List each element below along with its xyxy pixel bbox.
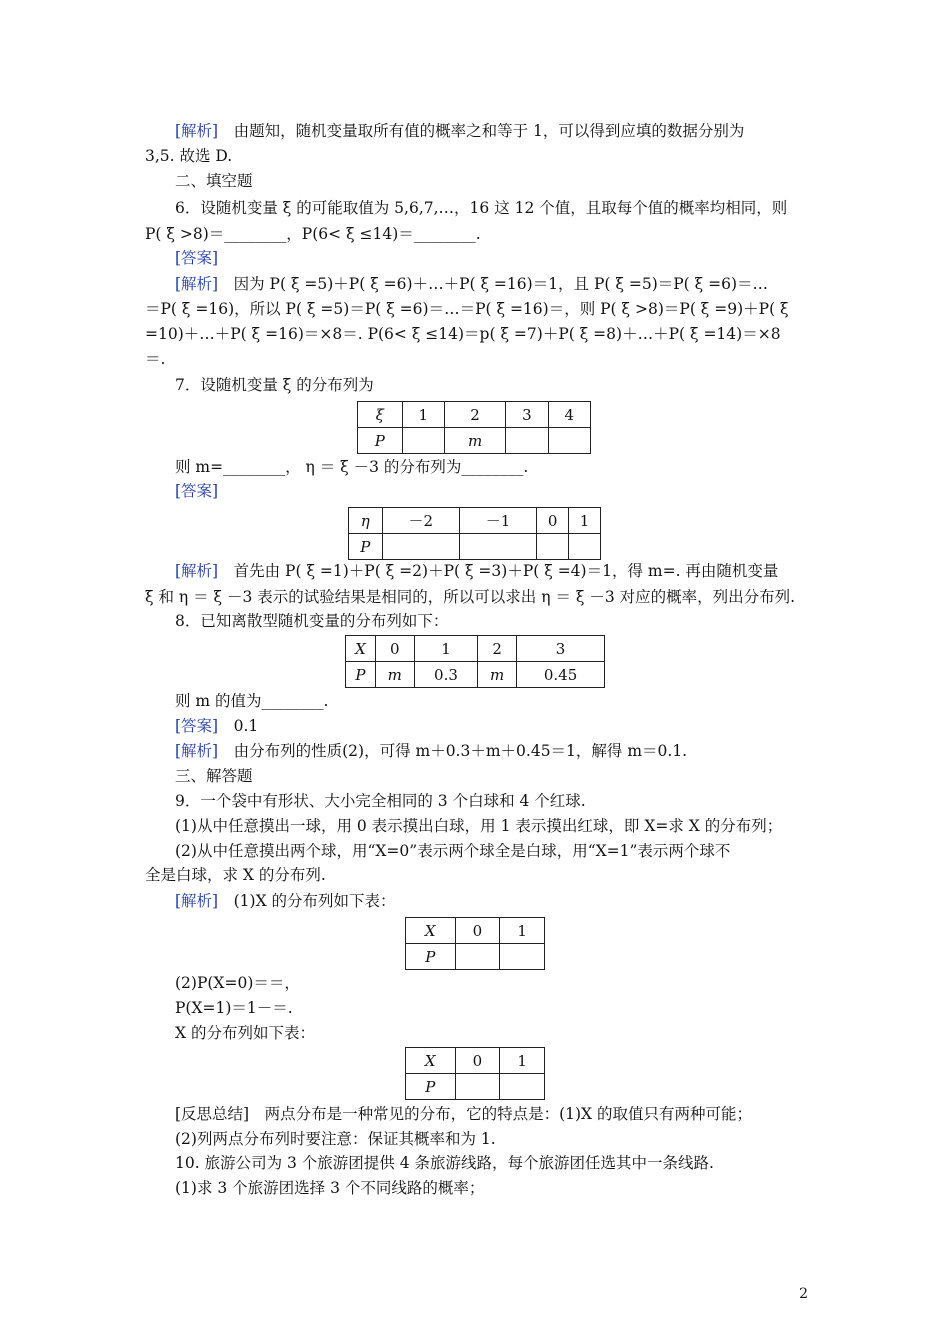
table-cell: 0 [455, 1048, 500, 1074]
q9-table-1 [405, 917, 545, 970]
page-number: 2 [799, 1286, 808, 1302]
analysis-5-line2: 3,5. 故选 D. [145, 147, 233, 165]
q9-analysis-line4: X 的分布列如下表： [175, 1024, 315, 1042]
q6-analysis-line1: [解析] 因为 P( ξ =5)＋P( ξ =6)＋…＋P( ξ =16)＝1，且 P( ξ =5)＝P( ξ =6)＝… [175, 275, 769, 293]
table-cell [537, 534, 569, 560]
table-cell [382, 534, 459, 560]
table-cell: 2 [478, 636, 517, 662]
q8-analysis: [解析] 由分布列的性质(2)，可得 m＋0.3＋m＋0.45＝1，解得 m＝0.1. [175, 742, 688, 760]
q10-line2: (1)求 3 个旅游团选择 3 个不同线路的概率； [175, 1179, 485, 1197]
section-fill-in: 二、填空题 [175, 172, 253, 190]
table-cell: ξ [358, 402, 403, 428]
reflection-line2: (2)列两点分布列时要注意：保证其概率和为 1. [175, 1130, 496, 1148]
q7-distribution-table [357, 401, 591, 454]
table-cell [455, 1074, 500, 1100]
table-cell: －1 [459, 508, 536, 534]
table-cell: －2 [382, 508, 459, 534]
table-cell: P [406, 1074, 456, 1100]
table-cell [569, 534, 601, 560]
q6-analysis-line2: ＝P( ξ =16)，所以 P( ξ =5)＝P( ξ =6)＝…＝P( ξ =16)＝，则 P( ξ >8)＝P( ξ =9)＋P( ξ [145, 300, 789, 318]
q6-answer-tag: [答案] [175, 249, 219, 267]
table-cell [548, 428, 590, 454]
q7-line1: 7．设随机变量 ξ 的分布列为 [175, 376, 374, 394]
q9-analysis-line3: P(X=1)＝1－＝. [175, 999, 293, 1017]
table-cell [459, 534, 536, 560]
table-cell: P [346, 662, 376, 688]
table-cell [500, 944, 545, 970]
table-cell: 4 [548, 402, 590, 428]
q6-analysis-line4: ＝. [145, 350, 166, 368]
table-cell: 0 [375, 636, 414, 662]
table-cell: 0 [455, 918, 500, 944]
q6-line1: 6．设随机变量 ξ 的可能取值为 5,6,7,…，16 这 12 个值，且取每个值的概率均相同，则 [175, 199, 788, 217]
q8-line2: 则 m 的值为________. [175, 692, 329, 710]
table-cell: 3 [517, 636, 605, 662]
table-cell: η [349, 508, 383, 534]
q9-table-2 [405, 1047, 545, 1100]
table-cell: P [349, 534, 383, 560]
q9-analysis-line1: [解析] (1)X 的分布列如下表： [175, 892, 396, 910]
table-cell: 0.45 [517, 662, 605, 688]
q8-distribution-table [345, 635, 605, 688]
table-cell: 1 [500, 918, 545, 944]
q10-line1: 10. 旅游公司为 3 个旅游团提供 4 条旅游线路，每个旅游团任选其中一条线路. [175, 1154, 714, 1172]
table-cell: 2 [444, 402, 505, 428]
q9-line3: (2)从中任意摸出两个球，用“X=0”表示两个球全是白球，用“X=1”表示两个球不 [175, 842, 731, 860]
table-cell: m [444, 428, 505, 454]
q9-line2: (1)从中任意摸出一球，用 0 表示摸出白球，用 1 表示摸出红球，即 X=求 X 的分布列； [175, 817, 783, 835]
q7-analysis-line2: ξ 和 η ＝ ξ －3 表示的试验结果是相同的，所以可以求出 η ＝ ξ －3 对应的概率，列出分布列. [145, 588, 796, 606]
q7-analysis-line1: [解析] 首先由 P( ξ =1)＋P( ξ =2)＋P( ξ =3)＋P( ξ =4)＝1，得 m=. 再由随机变量 [175, 562, 779, 580]
table-cell: 1 [569, 508, 601, 534]
table-cell: 1 [402, 402, 444, 428]
q8-answer: [答案] 0.1 [175, 717, 259, 735]
analysis-5-line1: [解析] 由题知，随机变量取所有值的概率之和等于 1，可以得到应填的数据分别为 [175, 122, 745, 140]
table-cell: 0.3 [414, 662, 477, 688]
table-cell: 1 [414, 636, 477, 662]
q9-analysis-line2: (2)P(X=0)＝＝， [175, 974, 300, 992]
section-solve: 三、解答题 [175, 767, 253, 785]
table-cell: 3 [506, 402, 548, 428]
table-cell: P [358, 428, 403, 454]
table-cell [455, 944, 500, 970]
q9-line1: 9．一个袋中有形状、大小完全相同的 3 个白球和 4 个红球. [175, 792, 586, 810]
table-cell: X [346, 636, 376, 662]
q7-answer-tag: [答案] [175, 482, 219, 500]
table-cell: 0 [537, 508, 569, 534]
table-cell [506, 428, 548, 454]
q9-line4: 全是白球，求 X 的分布列. [145, 866, 326, 884]
table-cell [402, 428, 444, 454]
table-cell: m [478, 662, 517, 688]
table-cell: m [375, 662, 414, 688]
q8-line1: 8．已知离散型随机变量的分布列如下： [175, 612, 449, 630]
q6-analysis-line3: =10)＋…＋P( ξ =16)＝×8＝. P(6< ξ ≤14)＝p( ξ =7)＋P( ξ =8)＋…＋P( ξ =14)＝×8 [145, 325, 781, 343]
q7-line2: 则 m=________， η ＝ ξ －3 的分布列为________. [175, 458, 529, 476]
q7-answer-table [348, 507, 601, 560]
table-cell: P [406, 944, 456, 970]
q6-line2: P( ξ >8)＝________，P(6< ξ ≤14)＝________. [145, 225, 481, 243]
table-cell [500, 1074, 545, 1100]
table-cell: 1 [500, 1048, 545, 1074]
reflection-line1: [反思总结] 两点分布是一种常见的分布，它的特点是：(1)X 的取值只有两种可能； [175, 1105, 753, 1123]
table-cell: X [406, 1048, 456, 1074]
table-cell: X [406, 918, 456, 944]
